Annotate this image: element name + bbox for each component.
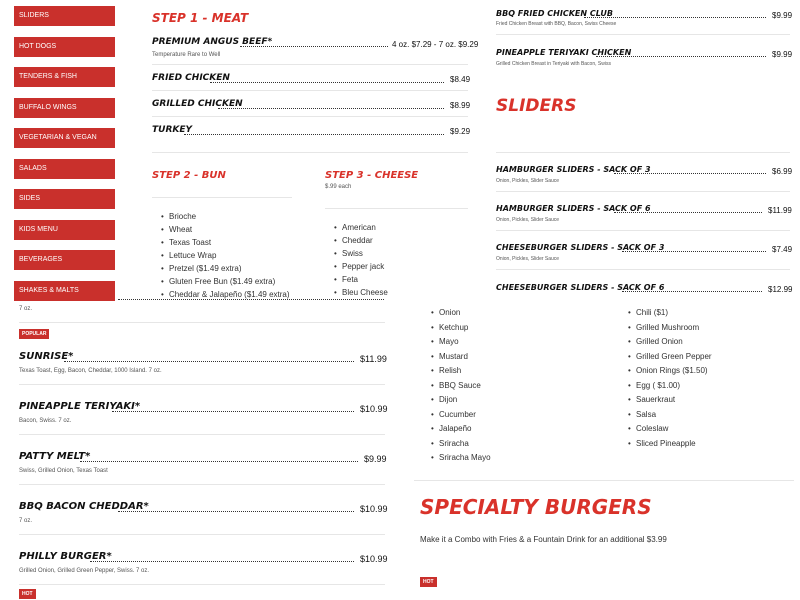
item-price: $9.29 <box>450 127 471 136</box>
item-name: PINEAPPLE TERIYAKI* <box>19 401 141 412</box>
topping-option: • Cucumber <box>439 410 476 419</box>
nav-hot-dogs[interactable]: HOT DOGS <box>14 37 115 57</box>
bun-option: • Wheat <box>169 225 192 234</box>
item-price: $12.99 <box>768 285 793 294</box>
dot-leader <box>218 108 444 109</box>
popular-badge: POPULAR <box>19 329 49 339</box>
bun-option: • Gluten Free Bun ($1.49 extra) <box>169 277 275 286</box>
item-desc: Grilled Onion, Grilled Green Pepper, Swiss. 7 oz. <box>19 568 150 574</box>
item-desc: Onion, Pickles, Slider Sauce <box>496 178 560 184</box>
divider <box>19 434 385 435</box>
divider <box>496 191 790 192</box>
divider <box>152 152 468 153</box>
cheese-option: • Bleu Cheese <box>342 288 388 297</box>
divider <box>414 480 794 481</box>
step3-title: STEP 3 - CHEESE <box>325 170 419 181</box>
divider <box>19 534 385 535</box>
topping-option: • Sriracha <box>439 439 469 448</box>
bun-option: • Brioche <box>169 212 196 221</box>
item-price: $9.99 <box>772 50 793 59</box>
divider <box>152 116 468 117</box>
topping-extra-option: • Grilled Green Pepper <box>636 352 712 361</box>
item-desc: Bacon, Swiss. 7 oz. <box>19 418 72 424</box>
dot-leader <box>622 291 762 292</box>
topping-extra-option: • Egg ( $1.00) <box>636 381 680 390</box>
dot-leader <box>596 56 766 57</box>
dot-leader <box>622 251 766 252</box>
item-desc: Texas Toast, Egg, Bacon, Cheddar, 1000 Island. 7 oz. <box>19 368 162 374</box>
nav-beverages[interactable]: BEVERAGES <box>14 250 115 270</box>
cheese-option: • Pepper jack <box>342 262 384 271</box>
item-desc: Fried Chicken Breast with BBQ, Bacon, Swiss Cheese <box>496 21 617 27</box>
topping-extra-option: • Sauerkraut <box>636 395 675 404</box>
item-price: $10.99 <box>360 554 388 564</box>
topping-option: • Dijon <box>439 395 457 404</box>
divider <box>19 384 385 385</box>
topping-option: • Sriracha Mayo <box>439 453 491 462</box>
dot-leader <box>64 361 354 362</box>
divider <box>496 269 790 270</box>
dot-leader <box>112 411 354 412</box>
item-name: CHEESEBURGER SLIDERS - SACK OF 3 <box>496 243 665 252</box>
dot-leader <box>614 212 762 213</box>
item-price: $11.99 <box>360 354 387 364</box>
bun-option: • Texas Toast <box>169 238 211 247</box>
topping-option: • Jalapeño <box>439 424 471 433</box>
divider <box>496 34 790 35</box>
combo-note: Make it a Combo with Fries & a Fountain Drink for an additional $3.99 <box>420 535 667 544</box>
item-price: $11.99 <box>768 206 792 215</box>
topping-option: • BBQ Sauce <box>439 381 481 390</box>
dot-leader <box>240 46 388 47</box>
topping-extra-option: • Grilled Onion <box>636 337 683 346</box>
cheese-price-note: $.99 each <box>325 184 352 190</box>
divider <box>19 484 385 485</box>
sliders-heading: SLIDERS <box>496 96 577 116</box>
item-name: SUNRISE* <box>19 351 74 362</box>
item-name: BBQ FRIED CHICKEN CLUB <box>496 9 613 18</box>
dot-leader <box>118 299 384 300</box>
topping-extra-option: • Onion Rings ($1.50) <box>636 366 708 375</box>
hot-badge: HOT <box>19 589 36 599</box>
item-desc: 7 oz. <box>19 518 33 524</box>
item-price: $9.99 <box>772 11 793 20</box>
item-price: $9.99 <box>364 454 387 464</box>
item-desc: Swiss, Grilled Onion, Texas Toast <box>19 468 108 474</box>
item-price: 4 oz. $7.29 - 7 oz. $9.29 <box>392 40 479 49</box>
dot-leader <box>584 17 766 18</box>
item-name: FRIED CHICKEN <box>152 73 230 83</box>
divider <box>152 197 292 198</box>
item-price: $8.49 <box>450 75 471 84</box>
item-price: $8.99 <box>450 101 471 110</box>
nav-shakes-malts[interactable]: SHAKES & MALTS <box>14 281 115 301</box>
step2-title: STEP 2 - BUN <box>152 170 226 181</box>
cheese-option: • Cheddar <box>342 236 373 245</box>
bun-option: • Lettuce Wrap <box>169 251 216 260</box>
dot-leader <box>118 511 354 512</box>
topping-option: • Relish <box>439 366 461 375</box>
item-desc: Temperature Rare to Well <box>152 52 221 58</box>
topping-extra-option: • Grilled Mushroom <box>636 323 699 332</box>
cheese-option: • Swiss <box>342 249 363 258</box>
topping-option: • Onion <box>439 308 460 317</box>
item-name: HAMBURGER SLIDERS - SACK OF 6 <box>496 204 651 213</box>
nav-tenders-fish[interactable]: TENDERS & FISH <box>14 67 115 87</box>
nav-salads[interactable]: SALADS <box>14 159 115 179</box>
dot-leader <box>184 134 444 135</box>
topping-extra-option: • Salsa <box>636 410 656 419</box>
item-price: $6.99 <box>772 167 793 176</box>
divider <box>19 322 385 323</box>
item-name: TURKEY <box>152 125 193 135</box>
dot-leader <box>614 173 766 174</box>
divider <box>496 230 790 231</box>
topping-extra-option: • Chili ($1) <box>636 308 668 317</box>
nav-sliders[interactable]: SLIDERS <box>14 6 115 26</box>
divider <box>325 208 468 209</box>
specialty-heading: SPECIALTY BURGERS <box>420 495 652 519</box>
item-name: PHILLY BURGER* <box>19 551 112 562</box>
item-price: $10.99 <box>360 404 388 414</box>
nav-vegetarian-vegan[interactable]: VEGETARIAN & VEGAN <box>14 128 115 148</box>
item-price: $7.49 <box>772 245 793 254</box>
dot-leader <box>80 461 358 462</box>
item-name: BBQ BACON CHEDDAR* <box>19 501 149 512</box>
bun-option: • Cheddar & Jalapeño ($1.49 extra) <box>169 290 290 299</box>
cheese-option: • American <box>342 223 376 232</box>
divider <box>152 90 468 91</box>
item-price: $10.99 <box>360 504 388 514</box>
item-name: HAMBURGER SLIDERS - SACK OF 3 <box>496 165 651 174</box>
item-desc: 7 oz. <box>19 306 33 312</box>
item-name: PATTY MELT* <box>19 451 91 462</box>
item-name: PREMIUM ANGUS BEEF* <box>152 37 273 47</box>
item-name: CHEESEBURGER SLIDERS - SACK OF 6 <box>496 283 665 292</box>
nav-kids-menu[interactable]: KIDS MENU <box>14 220 115 240</box>
topping-extra-option: • Sliced Pineapple <box>636 439 696 448</box>
topping-option: • Mustard <box>439 352 468 361</box>
nav-sides[interactable]: SIDES <box>14 189 115 209</box>
dot-leader <box>90 561 354 562</box>
bun-option: • Pretzel ($1.49 extra) <box>169 264 241 273</box>
item-name: GRILLED CHICKEN <box>152 99 243 109</box>
divider <box>496 152 790 153</box>
topping-extra-option: • Coleslaw <box>636 424 668 433</box>
step1-title: STEP 1 - MEAT <box>152 11 249 25</box>
topping-option: • Mayo <box>439 337 459 346</box>
dot-leader <box>210 82 444 83</box>
item-desc: Grilled Chicken Breast in Teriyaki with Bacon, Swiss <box>496 61 611 67</box>
topping-option: • Ketchup <box>439 323 468 332</box>
nav-buffalo-wings[interactable]: BUFFALO WINGS <box>14 98 115 118</box>
hot-badge: HOT <box>420 577 437 587</box>
divider <box>152 64 468 65</box>
item-desc: Onion, Pickles, Slider Sauce <box>496 256 560 262</box>
item-desc: Onion, Pickles, Slider Sauce <box>496 217 560 223</box>
item-name: PINEAPPLE TERIYAKI CHICKEN <box>496 48 632 57</box>
cheese-option: • Feta <box>342 275 358 284</box>
divider <box>19 584 385 585</box>
